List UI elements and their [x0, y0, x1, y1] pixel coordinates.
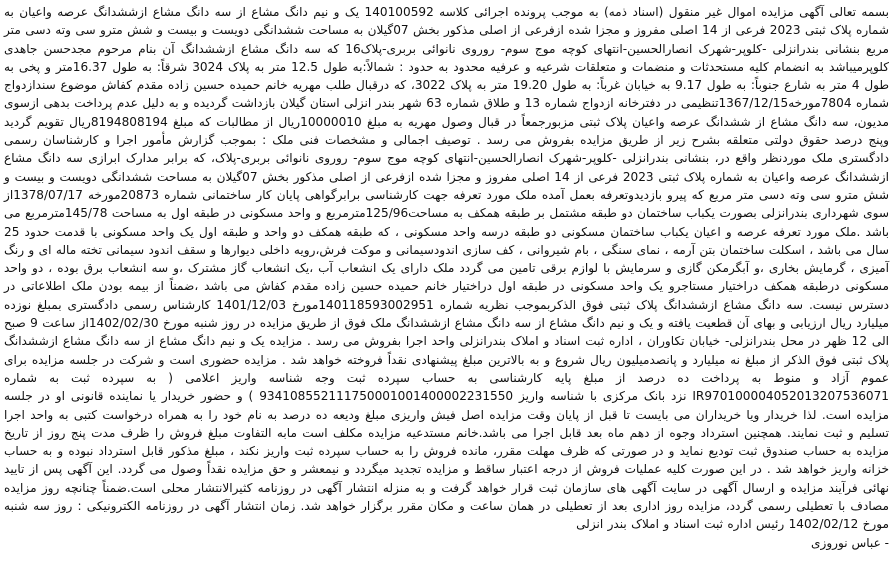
- notice-signature: - عباس نوروزی: [811, 535, 889, 550]
- auction-notice-text: بسمه تعالی آگهی مزایده اموال غیر منقول (اسناد ذمه) به موجب پرونده اجرائی کلاسه 140100592 یک و نیم دانگ مشاع از سه دانگ مشاع ازششدانگ عرصه واعیان به شماره پلاک ثبتی 2023 فرعی از 14 اصلی مفروز و مجزا شده ازفرعی از اصلی مذکور بخش 07گیلان به مساحت ششدانگی دویست و بیست و شش مترو سی وته دسی متر مربع بنشانی بندرانزلی -کلوپر-شهرک انصارالحسین-انتهای کوچه موج سوم- روروی نانوائی بربری-پلاک16 که سه دانگ مشاع ازششدانگ آن بنام مرحوم مجدحسن جاهدی کلوپرمیباشد به انضمام کلیه مستحدثات و منضمات و متعلقات شرعیه و عرفیه محدود به حدود : شمالاً:به طول 12.5 متر به پلاک 3024 شرقاً: به طول 16.37متر و پخی به طول 4 متر به شارع جنوباً: به طول 9.17 به خیابان غرباً: به طول 19.20 متر به پلاک 3022، که درقبال طلب مهریه خانم حمیده حسین زاده مقدم کفاش موضوع سندازدواج شماره 7804مورخه1367/12/15تنظیمی در دفترخانه ازدواج شماره 13 و طلاق شماره 63 شهر بندر انزلی استان گیلان بازداشت گردیده و به دلیل عدم پرداخت بدهی ازسوی مدیون، سه دانگ مشاع از ششدانگ عرصه واعیان پلاک ثبتی مزبورجمعاً در قبال وصول مهریه به مبلغ 10000010ریال از مطالبات که مبلغ 8194808194ریال تقویم گردید وپنج درصد حقوق دولتی متعلقه بشرح زیر از طریق مزایده بفروش می رسد . توصیف اجمالی و مشخصات فنی ملک : بموجب گزارش مأمور اجرا و کارشناسان رسمی دادگستری ملک موردنظر واقع در، بنشانی بندرانزلی -کلوپر-شهرک انصارالحسین-انتهای کوچه موج سوم- روروی نانوائی بربری-پلاک، که برابر مدارک ابرازی سه دانگ مشاع ازششدانگ عرصه واعیان به شماره پلاک ثبتی 2023 فرعی از 14 اصلی مفروز و مجزا شده ازفرعی از اصلی مذکور بخش 07گیلان به مساحت ششدانگی دویست و بیست و شش مترو سی وته دسی متر مربع که پیرو بازدیدوتعرفه بعمل آمده ملک مورد تعرفه جهت کارشناسی برابرگواهی پایان کار ساختمانی شماره 20873مورخه 1378/07/17از سوی شهرداری بندرانزلی بصورت یکباب ساختمان دو طبقه مشتمل بر طبقه همکف به مساحت125/96مترمربع و واحد مسکونی در طبقه اول به مساحت 145/78مترمربع می باشد .ملک مورد تعرفه عرصه و اعیان یکباب ساختمان مسکونی دو طبقه درسه واحد مسکونی ، که طبقه همکف دو واحد و طبقه اول یک واحد مسکونی با قدمت حدود 25 سال می باشد ، اسکلت ساختمان بتن آرمه ، نمای سنگی ، بام شیروانی ، کف سازی اندودسیمانی و موکت فرش،رویه داخلی دیوارها و سقف اندود سیمانی تخته ماله ای و رنگ آمیزی ، گرمایش بخاری ،و آبگرمکن گازی و سرمایش با لوازم برقی تامین می گردد ملک دارای یک انشعاب آب ،یک انشعاب گاز مشترک ،و سه انشعاب برق بوده ، دو واحد مسکونی درطبقه همکف دراختیار مستاجرو یک واحد مسکونی در طبقه اول دراختیار خانم حمیده حسین زاده مقدم کفاش می باشد ،ضمناً از بیمه بودن ملک اطلاعاتی در دسترس نیست. سه دانگ مشاع ازششدانگ پلاک ثبتی فوق الذکربموجب نظریه شماره 140118593002951مورخ 1401/12/03 کارشناس رسمی دادگستری بمبلغ نوزده میلیارد ریال ارزیابی و بهای آن قطعیت یافته و یک و نیم دانگ مشاع از سه دانگ مشاع ازششدانگ ملک فوق از طریق مزایده در روز شنبه مورخ 1402/02/30از ساعت 9 صبح الی 12 ظهر در محل بندرانزلی- خیابان تکاوران ، اداره ثبت اسناد و املاک بندرانزلی واحد اجرا بفروش می رسد . مزایده یک و نیم دانگ مشاع از سه دانگ مشاع ازششدانگ پلاک ثبتی فوق الذکر از مبلغ نه میلیارد و پانصدمیلیون ریال شروع و به بالاترین مبلغ پیشنهادی نقداً فروخته خواهد شد . مزایده حضوری است و شرکت در جلسه مزایده برای عموم آزاد و منوط به پرداخت ده درصد از مبلغ پایه کارشناسی به حساب سپرده ثبت وجه شناسه واریز اعلامی ( به سپرده ثبت به شماره IR970100004052013207536071 نزد بانک مرکزی با شناسه واریز 934108552111750001001400002231550 ) و حضور خریدار یا نماینده قانونی او در جلسه مزایده است. لذا خریدار ویا خریداران می بایست تا قبل از پایان وقت مزایده اصل فیش واریزی مبلغ ودیعه ده درصد به نام خود را به همراه درخواست کتبی به واحد اجرا تسلیم و ثبت نمایند. همچنین استرداد وجوه از دهم ماه بعد قابل اجرا می باشد.خانم مستدعیه مزایده مکلف است مابه التفاوت مبلغ فروش را ظرف مدت پنج روز از تاریخ مزایده به حساب صندوق ثبت تودیع نماید و در صورتی که ظرف مهلت مقرر، مانده فروش را به حساب سپرده ثبت واریز نکند ، مبلغ مذکور قابل استرداد نبوده و به حساب خزانه واریز خواهد شد . در این صورت کلیه عملیات فروش از درجه اعتبار ساقط و مزایده تجدید میگردد و نیمعشر و حق مزایده نقداً وصول می گردد. این آگهی پس از تایید نهائی فرآیند مزایده و ارسال آگهی در سایت آگهی های سازمان ثبت قرار خواهد گرفت و به منزله انتشار آگهی در روزنامه کثیرالانتشار محلی است.ضمناً چنانچه روز مزایده مصادف با تعطیلی رسمی گردد، مزایده روز اداری بعد از تعطیلی در همان ساعت و مکان مقرر برگزار خواهد شد. زمان انتشار آگهی در روزنامه الکترونیکی : روز سه شنبه مورخ 1402/02/12 رئیس اداره ثبت اسناد و املاک بندر انزلی: [4, 5, 890, 532]
